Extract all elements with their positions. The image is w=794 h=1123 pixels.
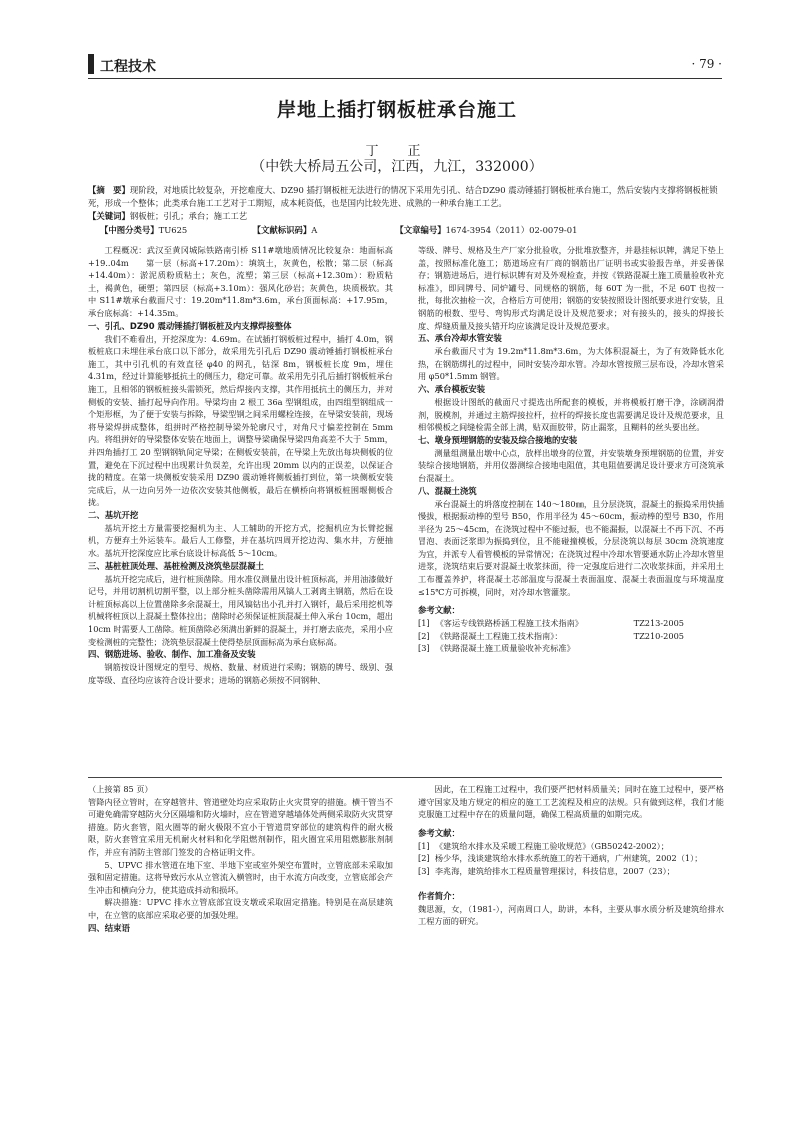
page-number: · 79 · [691,57,722,71]
ref-code [684,642,724,655]
ref-text: 《客运专线铁路桥涵工程施工技术指南》 [435,618,583,629]
reference-item [418,630,724,643]
ref-number: [2] [418,630,430,641]
keywords-text: 钢板桩；引孔；承台；施工工艺 [129,211,248,221]
ref-number: [1] [418,618,430,629]
ref-number: [3] [418,865,430,876]
section-heading: 七、墩身预埋钢筋的安装及综合接地的安装 [418,434,578,445]
reference-item [418,852,724,865]
lower-right-column [418,783,724,928]
ref-code: TZ213-2005 [633,618,684,629]
doc-label: 【文献标识码】 [252,225,312,235]
section-heading: 一、引孔、DZ90 震动锤插打钢板桩及内支撑焊接整体 [88,320,292,331]
right-column [418,244,724,655]
abstract-text: 现阶段，对地质比较复杂，开挖难度大、DZ90 插打钢板桩无法进行的情况下采用先引孔、结合DZ90 震动锤插打钢板桩承台施工，然后安装内支撑将钢板桩锁死，形成一个整体；此类承台施工工艺对于工期短，成本耗资低，也是国内比较先进、成熟的一种承台施工工艺。 [88,185,718,208]
author-bio: 魏思源，女，（1981-），河南周口人，助讲，本科，主要从事水质分析及建筑给排水工程方面的研究。 [418,903,724,927]
header-marker [88,54,94,74]
ref-text: 《铁路混凝土工程施工技术指南》： [435,630,563,641]
paragraph: 根据设计图纸的截面尺寸提选出所配套的模板，并将模板打磨干净，涂刷润滑剂，脱模剂，并通过主筋焊接拉杆，拉杆的焊接长度也需要满足设计及规范要求，且相邻模板之间缝检需全部上满，贴双面胶带，防止漏浆，且糊料的丝头要出丝。 [418,396,724,433]
ref-text: 《铁路混凝土施工质量验收补充标准》 [435,643,575,654]
ref-text: 李兆海，建筑给排水工程质量管理探讨，科技信息，2007（23）； [434,865,675,876]
paragraph: 5、UPVC 排水管道在地下室、半地下室或室外架空布置时，立管底部未采取加强和固定措施。这将导致污水从立管流入横管时，由于水流方向改变，立管底部会产生冲击和横向分力，使其造成抖动和损坏。 [88,859,393,895]
paragraph: 钢筋按设计图规定的型号、规格、数量、材质进行采购；钢筋的牌号、级别、强度等级、直径均应该符合设计要求；进场的钢筋必须按不同钢种、 [88,662,393,685]
ref-number: [1] [418,840,430,851]
continued-note: （上接第 85 页） [88,784,153,794]
affiliation: （中铁大桥局五公司，江西，九江，332000） [251,159,543,175]
cls-value: TU625 [158,225,188,235]
abstract-label: 【摘 要】 [88,185,130,195]
running-header [88,52,722,79]
reference-item [418,840,724,853]
paragraph: 基坑开挖完成后，进行桩顶凿除。用水准仪测量出设计桩顶标高，并用油漆做好记号，并用切割机切割平整，以上部分桩头凿除需用风镐人工剥离主钢筋，然后在设计桩顶标高以上位置凿除多余混凝土，用风镐钻出小孔并打入钢钎，最后采用挖机等机械将桩顶以上混凝土整体拉出；凿除时必须保证桩顶混凝土伸入承台 10cm，超出 10cm 时需要人工凿除。桩顶凿除必须满出新鲜的混凝土，并打磨去底壳，采用小应变检测桩的完整性；浇筑垫层混凝土使得垫层顶面标高为承台底标高。 [88,573,393,647]
references-title: 参考文献： [418,827,460,838]
abstract [88,184,724,223]
header-section: 工程技术 [100,59,156,75]
cls-label: 【中图分类号】 [100,225,159,235]
art-label: 【文章编号】 [395,225,446,235]
article-title: 岸地上插打钢板桩承台施工 [276,99,517,121]
reference-item [418,642,724,655]
article-meta [100,224,577,236]
paragraph: 基坑开挖土方量需要挖掘机为主、人工辅助的开挖方式，挖掘机应为长臂挖掘机，方便弃土外运装车。最后人工修整，并在基坑四周开挖边沟、集水井，方便抽水。基坑开挖深度应比承台底设计标高低 5～10cm。 [88,522,393,559]
section-heading: 五、承台冷却水管安装 [418,333,502,344]
section-heading: 三、基桩桩顶处理、基桩检测及浇筑垫层混凝土 [88,560,264,571]
ref-code: TZ210-2005 [633,630,684,641]
paragraph: 我们不难看出，开挖深度为：4.69m。在试插打钢板桩过程中，插打 4.0m，钢板桩底口未埋住承台底口以下部分，故采用先引孔后 DZ90 震动锤插打钢板桩承台施工，其中引孔机的有效直径 φ40 的网孔，钻深 8m，钢板桩长度 9m，埋住 4.31m，经过计算能够抵抗土的侧压力，稳定可靠。故采用先引孔后插打钢板桩承台施工，且相邻的钢板桩接头需锁死，然后焊接内支撑，其作用抵抗土的侧压力，并对侧板的安装、插打起导向作用。导梁均由 2 根工 36a 型钢组成，由四组型钢组成一个矩形框，为了便于安装与拆除，导梁型钢之间采用螺栓连接，在导梁安装前，现场将导梁焊拼成整体，组拼时严格控制导梁外轮廓尺寸，对角尺寸偏差控制在 5mm 内。将组拼好的导梁整体安装在地面上，调整导梁确保导梁四角高差不大于 5mm，并四角插打工 20 型钢钢轨间定导梁；在侧板安装前，在导梁上先放出每块侧板的位置，避免在下沉过程中出现累计负误差，允许出现 20mm 以内的正误差，以保证合拢的精度。在第一块侧板安装采用 DZ90 震动锤将侧板插打到位，第一块侧板安装完成后，从一边向另外一边依次安装其他侧板，最后在横桥向将钢板桩围堰侧板合拢。 [88,333,393,508]
left-column [88,244,393,686]
section-divider [88,777,722,778]
ref-number: [3] [418,643,430,654]
doc-value: A [311,225,318,235]
references-title: 参考文献： [418,605,460,616]
section-heading: 六、承台模板安装 [418,383,485,394]
reference-item [418,617,724,630]
section-heading: 八、混凝土浇筑 [418,485,477,496]
paragraph: 承台混凝土的坍落度控制在 140～180㎜，且分层浇筑，混凝土的振捣采用快插慢拔，根据振动棒的型号 B50，作用半径为 45～60cm，振动棒的型号 B30，作用半径为 25～45cm，在浇筑过程中不能过振，也不能漏振，以混凝土不再下沉、不再冒泡、表面泛浆即为振捣到位，且不能碰撞模板，分层浇筑以每层 30cm 浇筑速度为宜，并派专人看管模板的异常情况；在浇筑过程中冷却水管要通水防止冷却水管里进浆，浇筑结束后要对混凝土收浆抹面，待一定强度后进行二次收浆抹面，并采用土工布覆盖养护，将混凝土芯部温度与混凝土表面温度、混凝土表面温度与环境温度≤15℃方可拆模，同时，对冷却水管灌浆。 [418,498,724,597]
keywords [88,210,724,223]
reference-item [418,865,724,878]
paragraph: 承台截面尺寸为 19.2m*11.8m*3.6m，为大体积混凝土，为了有效降低水化热，在钢筋绑扎的过程中，同时安装冷却水管。冷却水管按照三层布设，冷却水管采用 φ50*1.5mm 钢管。 [418,346,724,382]
author-intro-title: 作者简介： [418,890,460,901]
art-value: 1674-3954（2011）02-0079-01 [445,225,578,235]
paragraph: 管降内径立管时，在穿越管井、管道壁处均应采取防止火灾贯穿的措施。横干管当不可避免确需穿越防火分区隔墙和防火墙时，应在管道穿越墙体处两侧采取防火灾贯穿措施。防火套管，阻火圈等的耐火极限不宜小于管道贯穿部位的建筑构件的耐火极限，防火套管宜采用无机耐火材料和化学阻燃剂制作，阻火圈宜采用阻燃膨胀剂制作，并应有消防主管部门签发的合格证明文件。 [88,796,393,857]
paragraph: 等级、牌号、规格及生产厂家分批验收，分批堆放整齐，并悬挂标识牌，满足下垫上盖，按照标准化施工；筋道场应有厂商的钢筋出厂证明书或实验报告单，并妥善保存；钢筋进场后，进行标识牌有对及外观检查，并按《铁路混凝土施工质量验收补充标准》，即同牌号、同炉罐号、同规格的钢筋，每 60T 为一批，不足 60T 也按一批，每批次抽检一次，合格后方可使用；钢筋的安装按照设计图纸要求进行安装，且钢筋的根数、型号、弯钩形式均满足设计及规范要求；对有接头的，接头的焊接长度、焊缝质量及接头错开均应该满足设计及规范要求。 [418,245,724,331]
paragraph: 测量组测量出墩中心点，放样出墩身的位置，并安装墩身预埋钢筋的位置，并安装综合接地钢筋，并用仪器测综合接地电阻值，其电阻值要满足设计要求方可浇筑承台混凝土。 [418,447,724,483]
ref-text: 《建筑给水排水及采暖工程施工验收规范》（GB50242-2002）； [434,840,669,851]
paragraph: 解决措施：UPVC 排水立管底部宜设支墩或采取固定措施。特别是在高层建筑中，在立管的底部应采取必要的加强处理。 [88,897,393,920]
ref-number: [2] [418,853,430,864]
paragraph: 工程概况：武汉至黄冈城际铁路南引桥 S11#墩地质情况比较复杂：地面标高 +19..04m 第一层（标高+17.20m）：填筑土，灰黄色，松散；第二层（标高+14.40m）：淤泥质粉质粘土；灰色，流塑；第三层（标高+12.30m）：粉质粘土，褐黄色，硬塑；第四层（标高+3.10m）：强风化砂岩；灰黄色，块质极软。其中 S11#墩承台截面尺寸：19.20m*11.8m*3.6m，承台顶面标高：+17.95m，承台底标高：+14.35m。 [88,245,393,318]
abstract-body [88,184,724,210]
section-heading: 四、钢筋进场、验收、制作、加工准备及安装 [88,649,256,660]
section-heading: 四、结束语 [88,922,130,933]
paragraph: 因此，在工程施工过程中，我们要严把材料质量关；同时在施工过程中，要严格遵守国家及地方规定的相应的施工工艺流程及相应的法规。只有做到这样，我们才能克服施工过程中存在的质量问题，确保工程高质量的如期完成。 [418,784,724,820]
lower-left-column [88,783,393,935]
author: 丁 正 [365,144,429,159]
ref-text: 杨少华，浅谈建筑给水排水系统施工的若干通病，广州建筑，2002（1）； [434,853,703,864]
section-heading: 二、基坑开挖 [88,509,139,520]
keywords-label: 【关键词】 [88,211,130,221]
